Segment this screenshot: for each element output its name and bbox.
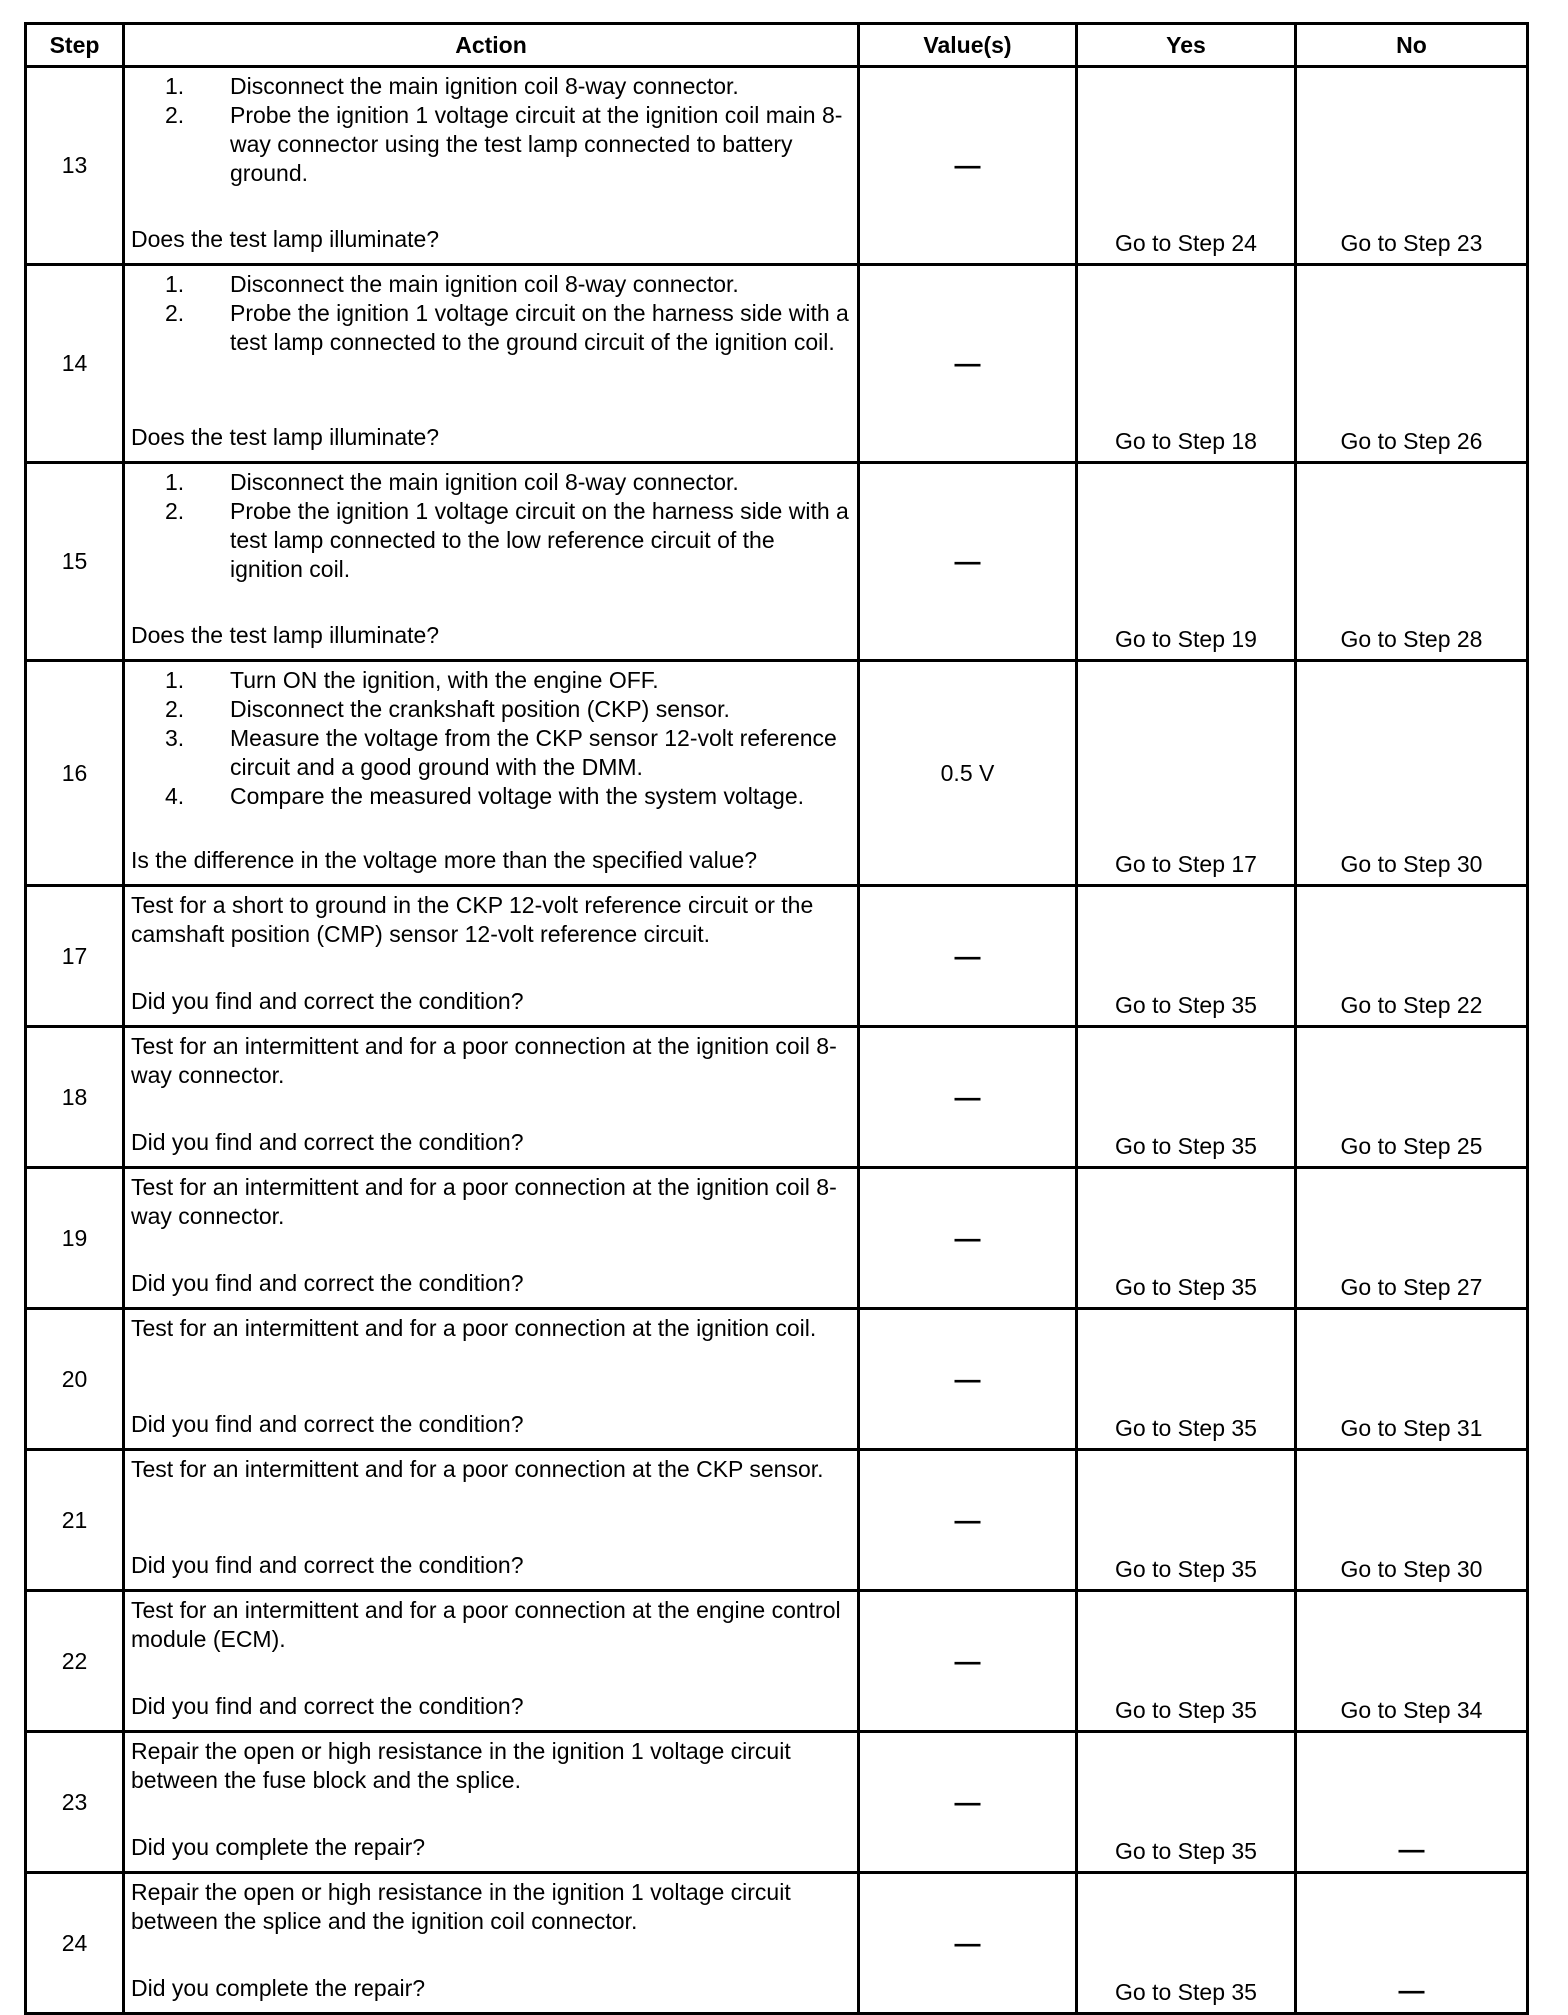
value-text: Go to Step 35	[1115, 1274, 1257, 1300]
value-text: Go to Step 35	[1115, 1556, 1257, 1582]
action-text: Repair the open or high resistance in the ignition 1 voltage circuit between the fuse block and the splice.	[131, 1738, 791, 1793]
yes-cell	[1077, 463, 1296, 661]
value-text: 0.5 V	[940, 759, 995, 786]
value-cell	[859, 1027, 1077, 1168]
action-text: Test for an intermittent and for a poor connection at the engine control module (ECM).	[131, 1597, 841, 1652]
yes-cell	[1077, 1309, 1296, 1450]
no-cell	[1296, 1309, 1528, 1450]
step-number: 13	[26, 67, 124, 265]
no-cell	[1296, 661, 1528, 886]
value-text: Go to Step 26	[1340, 428, 1483, 454]
action-question: Is the difference in the voltage more than the specified value?	[131, 847, 758, 873]
table-row	[26, 1168, 1528, 1309]
action-cell	[124, 1591, 859, 1732]
table-row	[26, 67, 1528, 265]
action-content	[131, 891, 851, 1016]
substep-number: 2.	[165, 300, 185, 326]
action-content	[131, 270, 851, 452]
no-cell	[1296, 463, 1528, 661]
value-cell	[859, 1591, 1077, 1732]
value-text: Go to Step 19	[1115, 626, 1257, 652]
action-cell	[124, 463, 859, 661]
table-row	[26, 1732, 1528, 1873]
yes-cell	[1077, 1873, 1296, 2014]
action-question: Did you find and correct the condition?	[131, 1129, 524, 1155]
dash-mark: —	[954, 1363, 981, 1394]
substep-text: Disconnect the crankshaft position (CKP) sensor.	[230, 696, 730, 722]
action-cell	[124, 1450, 859, 1591]
header-values: Value(s)	[859, 24, 1077, 67]
value-text: Go to Step 22	[1340, 992, 1483, 1018]
substep-text: Probe the ignition 1 voltage circuit on the harness side with a test lamp connected to the ground circuit of the ignition coil.	[230, 300, 849, 355]
action-text: Test for an intermittent and for a poor connection at the ignition coil.	[131, 1315, 817, 1341]
step-number: 23	[26, 1732, 124, 1873]
value-text: Go to Step 31	[1340, 1415, 1483, 1441]
yes-cell	[1077, 67, 1296, 265]
action-content	[131, 666, 851, 875]
action-content	[131, 1032, 851, 1157]
action-text: Test for an intermittent and for a poor connection at the CKP sensor.	[131, 1456, 824, 1482]
yes-cell	[1077, 886, 1296, 1027]
value-text: Go to Step 35	[1115, 1415, 1257, 1441]
dash-mark: —	[954, 1081, 981, 1112]
action-cell	[124, 886, 859, 1027]
step-number: 19	[26, 1168, 124, 1309]
action-content	[131, 1596, 851, 1721]
substep-item	[165, 270, 851, 299]
dash-mark: —	[954, 1504, 981, 1535]
substep-item	[165, 299, 851, 357]
value-cell	[859, 463, 1077, 661]
action-cell	[124, 1309, 859, 1450]
header-row	[26, 24, 1528, 67]
value-text: Go to Step 30	[1340, 1556, 1483, 1582]
value-text: Go to Step 35	[1115, 1697, 1257, 1723]
no-cell	[1296, 1168, 1528, 1309]
substep-list	[131, 270, 851, 357]
table-row	[26, 1873, 1528, 2014]
table-row	[26, 463, 1528, 661]
yes-cell	[1077, 1027, 1296, 1168]
substep-text: Probe the ignition 1 voltage circuit at the ignition coil main 8-way connector using the test lamp connected to battery ground.	[230, 102, 843, 186]
action-question: Did you complete the repair?	[131, 1834, 426, 1860]
value-cell	[859, 1873, 1077, 2014]
substep-number: 3.	[165, 725, 185, 751]
dash-mark: —	[954, 940, 981, 971]
table-row	[26, 1450, 1528, 1591]
action-cell	[124, 1873, 859, 2014]
dash-mark: —	[954, 1927, 981, 1958]
yes-cell	[1077, 265, 1296, 463]
value-cell	[859, 1309, 1077, 1450]
action-question: Did you find and correct the condition?	[131, 988, 524, 1014]
dash-mark: —	[954, 348, 981, 378]
value-cell	[859, 1732, 1077, 1873]
yes-cell	[1077, 1732, 1296, 1873]
no-cell	[1296, 886, 1528, 1027]
action-question: Did you find and correct the condition?	[131, 1270, 524, 1296]
action-content	[131, 1878, 851, 2003]
action-question: Does the test lamp illuminate?	[131, 622, 440, 648]
no-cell	[1296, 1873, 1528, 2014]
substep-item	[165, 468, 851, 497]
substep-item	[165, 666, 851, 695]
yes-cell	[1077, 661, 1296, 886]
substep-list	[131, 468, 851, 584]
dash-mark: —	[1398, 1975, 1425, 2005]
action-content	[131, 468, 851, 650]
diagnostic-table	[24, 22, 1529, 2015]
substep-text: Turn ON the ignition, with the engine OFF.	[230, 667, 659, 693]
value-text: Go to Step 35	[1115, 992, 1257, 1018]
substep-text: Disconnect the main ignition coil 8-way connector.	[230, 469, 739, 495]
step-number: 21	[26, 1450, 124, 1591]
value-text: Go to Step 23	[1340, 230, 1483, 256]
substep-item	[165, 695, 851, 724]
value-text: Go to Step 35	[1115, 1979, 1257, 2005]
substep-number: 2.	[165, 696, 185, 722]
dash-mark: —	[954, 1786, 981, 1817]
substep-number: 1.	[165, 73, 185, 99]
no-cell	[1296, 1732, 1528, 1873]
header-step: Step	[26, 24, 124, 67]
value-text: Go to Step 30	[1340, 851, 1483, 877]
substep-item	[165, 72, 851, 101]
action-question: Did you find and correct the condition?	[131, 1693, 524, 1719]
substep-number: 1.	[165, 271, 185, 297]
header-action: Action	[124, 24, 859, 67]
action-cell	[124, 1027, 859, 1168]
action-cell	[124, 1168, 859, 1309]
value-cell	[859, 1168, 1077, 1309]
value-text: Go to Step 18	[1115, 428, 1257, 454]
substep-item	[165, 497, 851, 584]
substep-number: 1.	[165, 667, 185, 693]
action-question: Does the test lamp illuminate?	[131, 424, 440, 450]
substep-list	[131, 72, 851, 188]
substep-text: Compare the measured voltage with the system voltage.	[230, 783, 805, 809]
action-cell	[124, 1732, 859, 1873]
value-text: Go to Step 25	[1340, 1133, 1483, 1159]
action-text: Test for an intermittent and for a poor connection at the ignition coil 8-way connector.	[131, 1033, 837, 1088]
value-cell	[859, 886, 1077, 1027]
dash-mark: —	[954, 1645, 981, 1676]
step-number: 22	[26, 1591, 124, 1732]
action-question: Did you find and correct the condition?	[131, 1411, 524, 1437]
table-row	[26, 1027, 1528, 1168]
value-text: Go to Step 35	[1115, 1133, 1257, 1159]
value-text: Go to Step 28	[1340, 626, 1483, 652]
substep-list	[131, 666, 851, 811]
table-row	[26, 265, 1528, 463]
substep-number: 2.	[165, 498, 185, 524]
table-row	[26, 1591, 1528, 1732]
value-cell	[859, 265, 1077, 463]
table-body	[26, 67, 1528, 2014]
value-text: Go to Step 35	[1115, 1838, 1257, 1864]
no-cell	[1296, 1027, 1528, 1168]
substep-item	[165, 782, 851, 811]
action-text: Test for an intermittent and for a poor connection at the ignition coil 8-way connector.	[131, 1174, 837, 1229]
value-text: Go to Step 34	[1340, 1697, 1483, 1723]
substep-item	[165, 101, 851, 188]
action-text: Repair the open or high resistance in the ignition 1 voltage circuit between the splice and the ignition coil connector.	[131, 1879, 791, 1934]
step-number: 18	[26, 1027, 124, 1168]
step-number: 20	[26, 1309, 124, 1450]
dash-mark: —	[954, 150, 981, 180]
value-cell	[859, 661, 1077, 886]
action-question: Does the test lamp illuminate?	[131, 226, 440, 252]
yes-cell	[1077, 1591, 1296, 1732]
header-no: No	[1296, 24, 1528, 67]
substep-item	[165, 724, 851, 782]
no-cell	[1296, 67, 1528, 265]
action-cell	[124, 661, 859, 886]
yes-cell	[1077, 1168, 1296, 1309]
action-content	[131, 1455, 851, 1580]
step-number: 14	[26, 265, 124, 463]
dash-mark: —	[954, 1222, 981, 1253]
substep-number: 1.	[165, 469, 185, 495]
action-content	[131, 1314, 851, 1439]
substep-text: Measure the voltage from the CKP sensor 12-volt reference circuit and a good ground with the DMM.	[230, 725, 837, 780]
dash-mark: —	[954, 546, 981, 576]
dash-mark: —	[1398, 1834, 1425, 1864]
substep-text: Probe the ignition 1 voltage circuit on the harness side with a test lamp connected to the low reference circuit of the ignition coil.	[230, 498, 849, 582]
value-text: Go to Step 24	[1115, 230, 1257, 256]
table-row	[26, 661, 1528, 886]
substep-text: Disconnect the main ignition coil 8-way connector.	[230, 271, 739, 297]
table-row	[26, 1309, 1528, 1450]
header-yes: Yes	[1077, 24, 1296, 67]
value-text: Go to Step 17	[1115, 851, 1257, 877]
action-question: Did you complete the repair?	[131, 1975, 426, 2001]
substep-number: 2.	[165, 102, 185, 128]
step-number: 24	[26, 1873, 124, 2014]
step-number: 16	[26, 661, 124, 886]
value-cell	[859, 67, 1077, 265]
action-content	[131, 1737, 851, 1862]
no-cell	[1296, 265, 1528, 463]
action-question: Did you find and correct the condition?	[131, 1552, 524, 1578]
no-cell	[1296, 1450, 1528, 1591]
action-content	[131, 72, 851, 254]
no-cell	[1296, 1591, 1528, 1732]
substep-text: Disconnect the main ignition coil 8-way connector.	[230, 73, 739, 99]
step-number: 17	[26, 886, 124, 1027]
action-cell	[124, 265, 859, 463]
action-content	[131, 1173, 851, 1298]
action-cell	[124, 67, 859, 265]
substep-number: 4.	[165, 783, 185, 809]
action-text: Test for a short to ground in the CKP 12-volt reference circuit or the camshaft position (CMP) sensor 12-volt reference circuit.	[131, 892, 814, 947]
yes-cell	[1077, 1450, 1296, 1591]
value-text: Go to Step 27	[1340, 1274, 1483, 1300]
table-row	[26, 886, 1528, 1027]
value-cell	[859, 1450, 1077, 1591]
step-number: 15	[26, 463, 124, 661]
